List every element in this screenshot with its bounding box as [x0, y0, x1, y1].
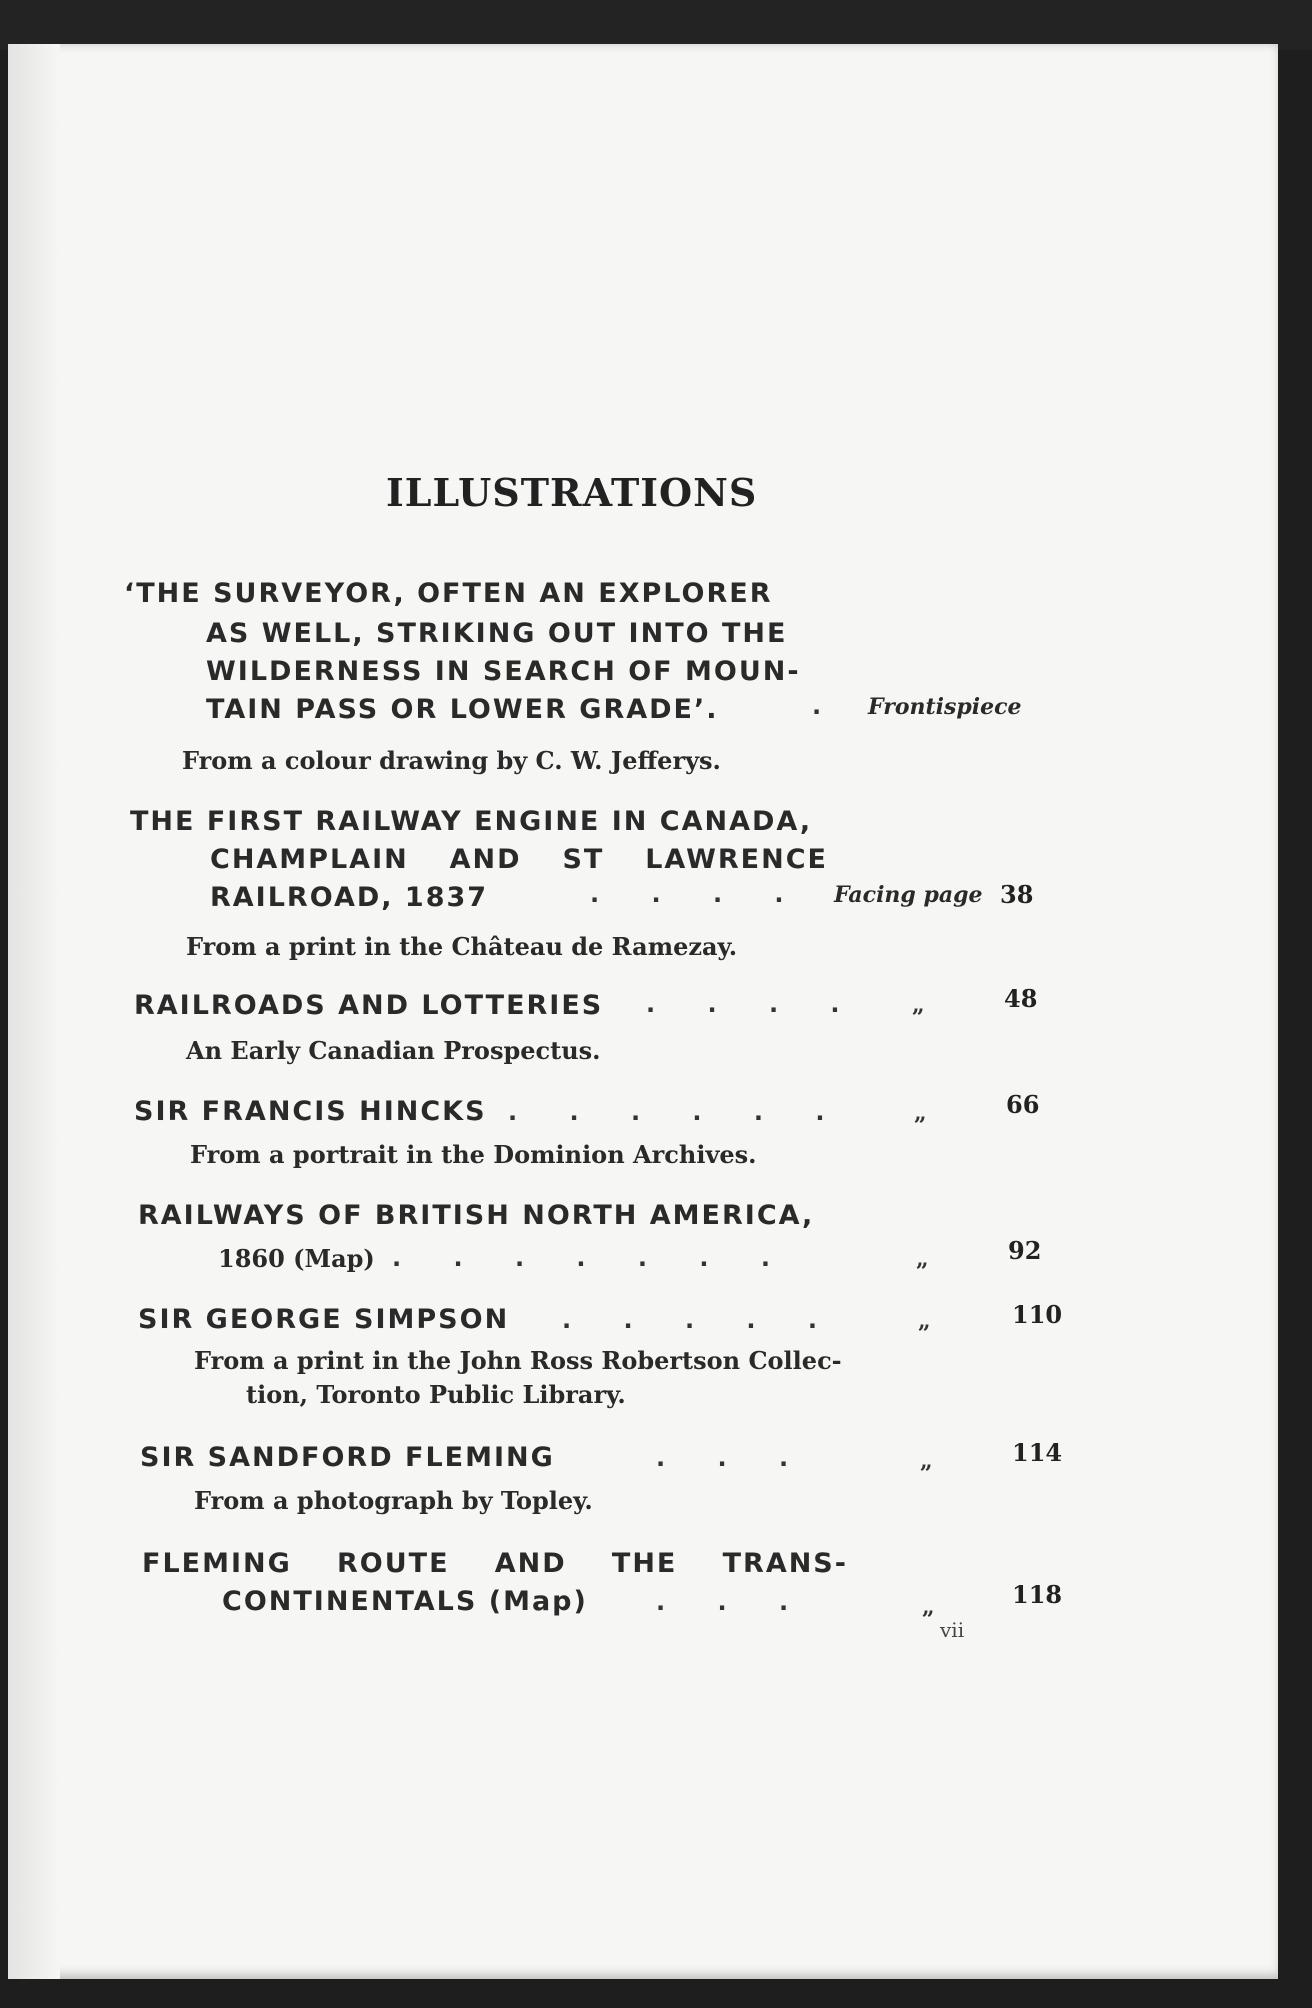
ditto-mark: „	[920, 1448, 933, 1474]
dot-leader: . . . . . .	[508, 1098, 825, 1126]
page-gutter-shadow	[8, 44, 60, 1979]
scan-background	[0, 0, 1312, 50]
dot-leader: . . .	[656, 1444, 789, 1472]
plate-location: Facing page	[834, 882, 983, 908]
word: CHAMPLAIN	[210, 844, 409, 875]
word: LAWRENCE	[645, 844, 828, 875]
page-number: 110	[1012, 1300, 1063, 1329]
entry-title-line: SIR FRANCIS HINCKS	[134, 1096, 487, 1127]
entry-credit: From a portrait in the Dominion Archives.	[190, 1140, 757, 1169]
ditto-mark: „	[916, 1246, 929, 1272]
entry-title-line: TAIN PASS OR LOWER GRADE’.	[206, 694, 719, 725]
page-number: 66	[1006, 1090, 1040, 1119]
dot-leader: . . .	[656, 1588, 789, 1616]
ditto-mark: „	[922, 1594, 935, 1620]
word: TRANS-	[722, 1548, 848, 1579]
ditto-mark: „	[914, 1100, 927, 1126]
dot-leader: . . . . . . .	[392, 1244, 770, 1272]
entry-title-line: RAILWAYS OF BRITISH NORTH AMERICA,	[138, 1200, 815, 1231]
entry-title-line	[210, 844, 828, 875]
entry-title-line: SIR SANDFORD FLEMING	[140, 1442, 555, 1473]
entry-credit: From a photograph by Topley.	[194, 1486, 593, 1515]
entry-credit-line: tion, Toronto Public Library.	[246, 1380, 626, 1409]
ditto-mark: „	[918, 1308, 931, 1334]
word: THE	[611, 1548, 678, 1579]
entry-title-line: RAILROADS AND LOTTERIES	[134, 990, 604, 1021]
entry-title-line: WILDERNESS IN SEARCH OF MOUN-	[206, 656, 801, 687]
page-number: 38	[1000, 880, 1034, 909]
page-number: 48	[1004, 984, 1038, 1013]
entry-title-line	[142, 1548, 848, 1579]
entry-credit: An Early Canadian Prospectus.	[186, 1036, 601, 1065]
page-title: ILLUSTRATIONS	[386, 470, 758, 515]
dot-leader: . . . .	[590, 880, 784, 908]
entry-title-line: CONTINENTALS (Map)	[222, 1586, 588, 1617]
word: FLEMING	[142, 1548, 292, 1579]
entry-title-line: AS WELL, STRIKING OUT INTO THE	[206, 618, 788, 649]
word: AND	[494, 1548, 567, 1579]
entry-title-line: THE FIRST RAILWAY ENGINE IN CANADA,	[130, 806, 813, 837]
entry-credit: From a print in the Château de Ramezay.	[186, 932, 738, 961]
dot-leader: . . . . .	[562, 1306, 818, 1334]
entry-credit-line: From a print in the John Ross Robertson Collec-	[194, 1346, 842, 1375]
word: ROUTE	[337, 1548, 450, 1579]
dot-leader: . . . .	[646, 990, 840, 1018]
ditto-mark: „	[912, 992, 925, 1018]
entry-title-line: 1860 (Map)	[218, 1244, 375, 1273]
word: AND	[449, 844, 522, 875]
page-number: 114	[1012, 1438, 1063, 1467]
page-number: 92	[1008, 1236, 1042, 1265]
entry-credit: From a colour drawing by C. W. Jefferys.	[182, 746, 721, 775]
entry-title-line: RAILROAD, 1837	[210, 882, 489, 913]
dot-leader: .	[812, 692, 822, 720]
plate-location: Frontispiece	[868, 694, 1022, 720]
page-number: 118	[1012, 1580, 1063, 1609]
entry-title-line: SIR GEORGE SIMPSON	[138, 1304, 510, 1335]
word: ST	[562, 844, 605, 875]
page-folio: vii	[940, 1618, 965, 1642]
entry-title-line: ‘THE SURVEYOR, OFTEN AN EXPLORER	[124, 578, 773, 609]
